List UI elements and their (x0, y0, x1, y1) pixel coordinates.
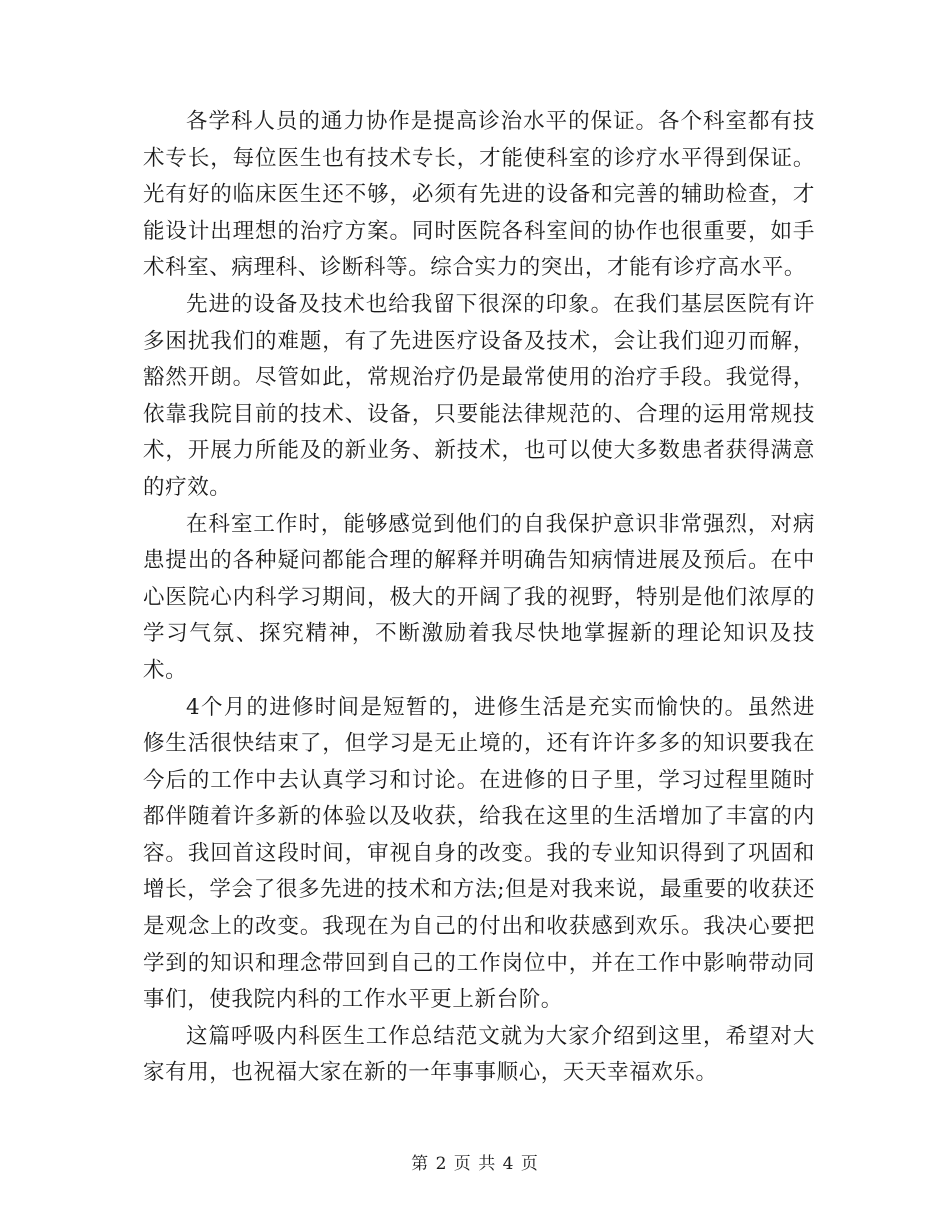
paragraph-3: 在科室工作时，能够感觉到他们的自我保护意识非常强烈，对病患提出的各种疑问都能合理的解释并明确告知病情进展及预后。在中心医院心内科学习期间，极大的开阔了我的视野，特别是他们浓厚的学习气氛、探究精神，不断激励着我尽快地掌握新的理论知识及技术。 (143, 511, 815, 683)
footer-total-pages: 4 (502, 1154, 515, 1174)
page-footer (0, 1149, 950, 1174)
paragraph-4: 4个月的进修时间是短暂的，进修生活是充实而愉快的。虽然进修生活很快结束了，但学习是无止境的，还有许许多多的知识要我在今后的工作中去认真学习和讨论。在进修的日子里，学习过程里随时都伴随着许多新的体验以及收获，给我在这里的生活增加了丰富的内容。我回首这段时间，审视自身的改变。我的专业知识得到了巩固和增长，学会了很多先进的技术和方法;但是对我来说，最重要的收获还是观念上的改变。我现在为自己的付出和收获感到欢乐。我决心要把学到的知识和理念带回到自己的工作岗位中，并在工作中影响带动同事们，使我院内科的工作水平更上新台阶。 (143, 694, 815, 1013)
paragraph-5: 这篇呼吸内科医生工作总结范文就为大家介绍到这里，希望对大家有用，也祝福大家在新的一年事事顺心，天天幸福欢乐。 (143, 1023, 815, 1086)
footer-middle: 页 共 (453, 1154, 497, 1174)
footer-prefix: 第 (411, 1154, 430, 1174)
paragraph-2: 先进的设备及技术也给我留下很深的印象。在我们基层医院有许多困扰我们的难题，有了先进医疗设备及技术，会让我们迎刃而解，豁然开朗。尽管如此，常规治疗仍是最常使用的治疗手段。我觉得，依靠我院目前的技术、设备，只要能法律规范的、合理的运用常规技术，开展力所能及的新业务、新技术，也可以使大多数患者获得满意的疗效。 (143, 291, 815, 500)
footer-suffix: 页 (520, 1154, 539, 1174)
footer-current-page: 2 (435, 1154, 448, 1174)
document-body (143, 104, 815, 1092)
paragraph-1: 各学科人员的通力协作是提高诊治水平的保证。各个科室都有技术专长，每位医生也有技术专长，才能使科室的诊疗水平得到保证。光有好的临床医生还不够，必须有先进的设备和完善的辅助检查，才能设计出理想的治疗方案。同时医院各科室间的协作也很重要，如手术科室、病理科、诊断科等。综合实力的突出，才能有诊疗高水平。 (143, 109, 815, 281)
